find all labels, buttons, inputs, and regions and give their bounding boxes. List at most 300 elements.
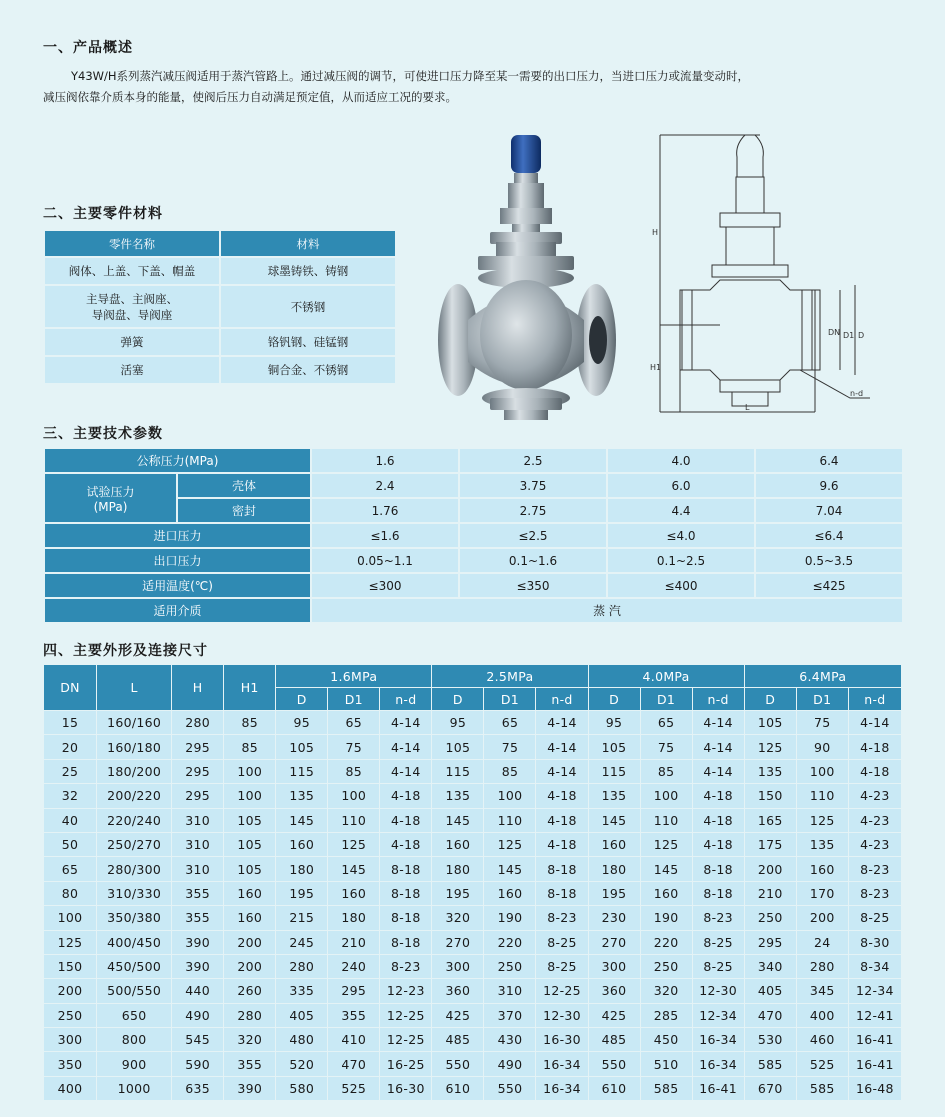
table-cell: 12-25: [380, 1003, 432, 1027]
table-cell: 8-25: [848, 906, 901, 930]
table-cell: 390: [172, 930, 224, 954]
table-cell: 105: [224, 808, 276, 832]
table-cell: 105: [744, 711, 796, 735]
table-cell: 145: [432, 808, 484, 832]
table-cell: 335: [276, 979, 328, 1003]
table-row: [44, 1076, 902, 1100]
table-cell: 195: [432, 881, 484, 905]
table-cell: 190: [484, 906, 536, 930]
tech-value: 4.0: [607, 448, 755, 473]
table-cell: 100: [44, 906, 97, 930]
tech-value: ≤2.5: [459, 523, 607, 548]
tech-label-medium: 适用介质: [44, 598, 311, 623]
table-cell: 4-14: [848, 711, 901, 735]
table-cell: 125: [484, 832, 536, 856]
table-cell: 270: [588, 930, 640, 954]
table-cell: 295: [172, 759, 224, 783]
table-cell: 12-25: [380, 1028, 432, 1052]
table-cell: 550: [588, 1052, 640, 1076]
table-cell: 250: [44, 1003, 97, 1027]
dims-sub-header: n-d: [380, 688, 432, 711]
tech-value: ≤400: [607, 573, 755, 598]
tech-value: 0.1~1.6: [459, 548, 607, 573]
dims-group-header: 4.0MPa: [588, 665, 744, 688]
table-cell: 220: [640, 930, 692, 954]
table-row: [44, 808, 902, 832]
table-cell: 135: [432, 784, 484, 808]
dims-header-l: L: [97, 665, 172, 711]
table-cell: 460: [796, 1028, 848, 1052]
materials-material-cell: 铜合金、不锈钢: [220, 356, 396, 384]
table-cell: 105: [224, 832, 276, 856]
dims-sub-header: D: [588, 688, 640, 711]
table-cell: 4-14: [692, 735, 744, 759]
table-cell: 390: [224, 1076, 276, 1100]
table-cell: 105: [588, 735, 640, 759]
table-cell: 12-30: [536, 1003, 588, 1027]
table-cell: 310: [172, 832, 224, 856]
tech-value-medium: 蒸 汽: [311, 598, 903, 623]
overview-line-1: Y43W/H系列蒸汽减压阀适用于蒸汽管路上。通过减压阀的调节，可使进口压力降至某一需要的出口压力，当进口压力或流量变动时，: [71, 69, 750, 83]
table-cell: 250: [744, 906, 796, 930]
tech-label-outlet: 出口压力: [44, 548, 311, 573]
dims-header-h1: H1: [224, 665, 276, 711]
table-cell: 310: [172, 857, 224, 881]
table-cell: 16-30: [380, 1076, 432, 1100]
table-cell: 610: [432, 1076, 484, 1100]
materials-part-text: 主导盘、主阀座、 导阀盘、导阀座: [86, 291, 178, 322]
table-cell: 280: [224, 1003, 276, 1027]
table-cell: 400/450: [97, 930, 172, 954]
table-cell: 545: [172, 1028, 224, 1052]
drawing-label-DN: DN: [828, 328, 841, 337]
table-row: [44, 881, 902, 905]
table-cell: 16-34: [536, 1076, 588, 1100]
table-cell: 800: [97, 1028, 172, 1052]
materials-table: [43, 229, 397, 385]
table-cell: 75: [640, 735, 692, 759]
dims-sub-header: D1: [328, 688, 380, 711]
table-cell: 230: [588, 906, 640, 930]
table-cell: 135: [796, 832, 848, 856]
table-cell: 8-18: [692, 857, 744, 881]
table-cell: 425: [588, 1003, 640, 1027]
table-cell: 100: [224, 784, 276, 808]
materials-part-cell: 弹簧: [44, 328, 220, 356]
table-cell: 4-14: [692, 759, 744, 783]
table-cell: 160/180: [97, 735, 172, 759]
table-cell: 32: [44, 784, 97, 808]
table-cell: 150: [744, 784, 796, 808]
table-cell: 145: [588, 808, 640, 832]
table-cell: 8-23: [380, 954, 432, 978]
dimensions-table: [43, 664, 902, 1101]
drawing-label-L: L: [745, 403, 750, 412]
table-cell: 4-14: [380, 711, 432, 735]
table-cell: 8-23: [692, 906, 744, 930]
table-cell: 105: [276, 735, 328, 759]
materials-material-cell: 不锈钢: [220, 285, 396, 328]
dims-sub-header: D: [276, 688, 328, 711]
dims-sub-header: n-d: [692, 688, 744, 711]
table-cell: 510: [640, 1052, 692, 1076]
table-cell: 115: [276, 759, 328, 783]
table-cell: 16-41: [848, 1052, 901, 1076]
dims-group-header: 2.5MPa: [432, 665, 588, 688]
table-row: [44, 1052, 902, 1076]
table-cell: 50: [44, 832, 97, 856]
tech-value: ≤300: [311, 573, 459, 598]
table-cell: 470: [328, 1052, 380, 1076]
table-cell: 350: [44, 1052, 97, 1076]
table-cell: 180: [276, 857, 328, 881]
tech-params-table: [43, 447, 904, 624]
table-cell: 110: [796, 784, 848, 808]
dims-sub-header: D: [432, 688, 484, 711]
table-cell: 165: [744, 808, 796, 832]
table-cell: 450/500: [97, 954, 172, 978]
table-cell: 220: [484, 930, 536, 954]
table-cell: 125: [744, 735, 796, 759]
tech-value: ≤425: [755, 573, 903, 598]
table-cell: 650: [97, 1003, 172, 1027]
table-cell: 12-41: [848, 1003, 901, 1027]
tech-value: 2.5: [459, 448, 607, 473]
table-cell: 180: [588, 857, 640, 881]
table-cell: 405: [276, 1003, 328, 1027]
table-cell: 360: [588, 979, 640, 1003]
table-cell: 400: [44, 1076, 97, 1100]
section-title-overview: 一、产品概述: [43, 40, 133, 56]
table-cell: 16-48: [848, 1076, 901, 1100]
tech-value: ≤350: [459, 573, 607, 598]
table-cell: 320: [640, 979, 692, 1003]
table-cell: 12-34: [692, 1003, 744, 1027]
table-cell: 160: [328, 881, 380, 905]
table-cell: 4-18: [848, 759, 901, 783]
table-cell: 125: [796, 808, 848, 832]
table-cell: 12-30: [692, 979, 744, 1003]
table-row: [44, 711, 902, 735]
table-cell: 100: [484, 784, 536, 808]
table-cell: 295: [328, 979, 380, 1003]
table-cell: 4-18: [380, 832, 432, 856]
table-row: [44, 1028, 902, 1052]
table-cell: 125: [328, 832, 380, 856]
materials-part-cell: [44, 285, 220, 328]
table-cell: 500/550: [97, 979, 172, 1003]
table-cell: 125: [640, 832, 692, 856]
table-cell: 85: [224, 735, 276, 759]
table-cell: 85: [640, 759, 692, 783]
table-cell: 4-14: [536, 735, 588, 759]
table-cell: 80: [44, 881, 97, 905]
table-cell: 110: [328, 808, 380, 832]
table-cell: 340: [744, 954, 796, 978]
table-cell: 550: [484, 1076, 536, 1100]
table-cell: 16-34: [536, 1052, 588, 1076]
table-cell: 8-23: [848, 857, 901, 881]
table-cell: 250: [640, 954, 692, 978]
drawing-label-H1: H1: [650, 363, 662, 372]
materials-material-cell: 球墨铸铁、铸钢: [220, 257, 396, 285]
valve-section-drawing: [650, 130, 875, 420]
materials-header-part: 零件名称: [44, 230, 220, 257]
table-cell: 135: [276, 784, 328, 808]
tech-value: 6.4: [755, 448, 903, 473]
table-cell: 12-25: [536, 979, 588, 1003]
table-row: [44, 857, 902, 881]
table-cell: 75: [796, 711, 848, 735]
table-cell: 525: [328, 1076, 380, 1100]
table-cell: 200: [744, 857, 796, 881]
table-cell: 355: [172, 906, 224, 930]
table-row: [44, 735, 902, 759]
table-cell: 4-18: [536, 808, 588, 832]
table-cell: 400: [796, 1003, 848, 1027]
drawing-label-D: D: [858, 331, 865, 340]
table-row: [44, 832, 902, 856]
table-cell: 8-23: [848, 881, 901, 905]
table-cell: 200: [44, 979, 97, 1003]
table-row: [44, 906, 902, 930]
table-cell: 65: [328, 711, 380, 735]
table-cell: 8-25: [536, 930, 588, 954]
tech-value: ≤1.6: [311, 523, 459, 548]
table-cell: 160: [796, 857, 848, 881]
table-cell: 485: [588, 1028, 640, 1052]
table-cell: 250: [484, 954, 536, 978]
table-cell: 280: [796, 954, 848, 978]
table-row: [44, 954, 902, 978]
table-cell: 180: [328, 906, 380, 930]
table-cell: 180/200: [97, 759, 172, 783]
table-cell: 430: [484, 1028, 536, 1052]
table-cell: 4-18: [536, 832, 588, 856]
dims-header-h: H: [172, 665, 224, 711]
table-cell: 40: [44, 808, 97, 832]
drawing-label-D1: D1: [843, 331, 855, 340]
table-cell: 300: [588, 954, 640, 978]
table-cell: 355: [172, 881, 224, 905]
table-cell: 16-41: [692, 1076, 744, 1100]
table-row: [44, 930, 902, 954]
table-cell: 390: [172, 954, 224, 978]
table-cell: 585: [640, 1076, 692, 1100]
table-cell: 95: [276, 711, 328, 735]
table-cell: 260: [224, 979, 276, 1003]
table-row: [44, 1003, 902, 1027]
tech-label-shell: 壳体: [177, 473, 311, 498]
table-cell: 270: [432, 930, 484, 954]
tech-label-test: [44, 473, 177, 523]
table-cell: 405: [744, 979, 796, 1003]
table-cell: 300: [44, 1028, 97, 1052]
table-cell: 190: [640, 906, 692, 930]
table-cell: 16-41: [848, 1028, 901, 1052]
tech-label-inlet: 进口压力: [44, 523, 311, 548]
table-cell: 85: [484, 759, 536, 783]
table-cell: 585: [744, 1052, 796, 1076]
table-cell: 15: [44, 711, 97, 735]
table-cell: 610: [588, 1076, 640, 1100]
table-cell: 8-30: [848, 930, 901, 954]
dimensions-table-body: [44, 711, 902, 1101]
table-cell: 240: [328, 954, 380, 978]
table-cell: 210: [744, 881, 796, 905]
table-cell: 245: [276, 930, 328, 954]
table-cell: 145: [328, 857, 380, 881]
table-cell: 160: [224, 881, 276, 905]
table-cell: 355: [224, 1052, 276, 1076]
table-cell: 410: [328, 1028, 380, 1052]
table-cell: 210: [328, 930, 380, 954]
table-cell: 8-25: [692, 930, 744, 954]
table-cell: 100: [796, 759, 848, 783]
table-cell: 25: [44, 759, 97, 783]
table-cell: 4-23: [848, 832, 901, 856]
tech-value: 0.05~1.1: [311, 548, 459, 573]
table-cell: 8-25: [692, 954, 744, 978]
table-cell: 16-30: [536, 1028, 588, 1052]
tech-value: 6.0: [607, 473, 755, 498]
table-cell: 8-18: [536, 881, 588, 905]
table-cell: 280/300: [97, 857, 172, 881]
table-cell: 4-14: [536, 711, 588, 735]
materials-part-cell: 阀体、上盖、下盖、帽盖: [44, 257, 220, 285]
table-cell: 4-18: [692, 784, 744, 808]
table-cell: 150: [44, 954, 97, 978]
table-cell: 75: [484, 735, 536, 759]
table-cell: 320: [224, 1028, 276, 1052]
table-cell: 160: [484, 881, 536, 905]
table-cell: 195: [588, 881, 640, 905]
table-cell: 4-18: [848, 735, 901, 759]
tech-value: 1.76: [311, 498, 459, 523]
dims-sub-header: D1: [640, 688, 692, 711]
table-cell: 12-34: [848, 979, 901, 1003]
table-cell: 115: [432, 759, 484, 783]
tech-value: 3.75: [459, 473, 607, 498]
tech-value: 2.75: [459, 498, 607, 523]
table-cell: 4-14: [692, 711, 744, 735]
table-cell: 12-23: [380, 979, 432, 1003]
table-cell: 490: [172, 1003, 224, 1027]
table-row: [44, 784, 902, 808]
overview-text: [43, 66, 923, 108]
table-cell: 115: [588, 759, 640, 783]
table-cell: 8-18: [380, 857, 432, 881]
table-cell: 310/330: [97, 881, 172, 905]
table-cell: 160: [224, 906, 276, 930]
table-cell: 530: [744, 1028, 796, 1052]
table-cell: 280: [172, 711, 224, 735]
table-cell: 16-34: [692, 1028, 744, 1052]
table-cell: 8-18: [380, 906, 432, 930]
table-cell: 525: [796, 1052, 848, 1076]
tech-value: 0.5~3.5: [755, 548, 903, 573]
table-cell: 160/160: [97, 711, 172, 735]
table-cell: 110: [484, 808, 536, 832]
dims-sub-header: D1: [484, 688, 536, 711]
table-cell: 485: [432, 1028, 484, 1052]
table-cell: 95: [432, 711, 484, 735]
table-cell: 145: [484, 857, 536, 881]
tech-value: 2.4: [311, 473, 459, 498]
tech-label-temp: 适用温度(℃): [44, 573, 311, 598]
table-cell: 85: [328, 759, 380, 783]
table-cell: 160: [432, 832, 484, 856]
table-cell: 4-23: [848, 808, 901, 832]
table-cell: 4-23: [848, 784, 901, 808]
table-cell: 65: [484, 711, 536, 735]
table-cell: 8-18: [692, 881, 744, 905]
table-cell: 90: [796, 735, 848, 759]
table-cell: 440: [172, 979, 224, 1003]
dims-sub-header: D1: [796, 688, 848, 711]
table-cell: 135: [744, 759, 796, 783]
table-cell: 145: [276, 808, 328, 832]
table-cell: 85: [224, 711, 276, 735]
dims-group-header: 6.4MPa: [744, 665, 901, 688]
table-cell: 320: [432, 906, 484, 930]
table-cell: 100: [224, 759, 276, 783]
table-cell: 200: [224, 930, 276, 954]
table-cell: 75: [328, 735, 380, 759]
table-cell: 300: [432, 954, 484, 978]
table-cell: 200: [796, 906, 848, 930]
table-cell: 195: [276, 881, 328, 905]
table-cell: 4-18: [536, 784, 588, 808]
table-cell: 125: [44, 930, 97, 954]
table-cell: 8-18: [536, 857, 588, 881]
overview-line-2: 减压阀依靠介质本身的能量，使阀后压力自动满足预定值，从而适应工况的要求。: [43, 90, 457, 104]
materials-material-cell: 铬钒钢、硅锰钢: [220, 328, 396, 356]
section-title-tech: 三、主要技术参数: [43, 426, 163, 442]
tech-label-test-text: 试验压力 (MPa): [86, 484, 135, 514]
table-cell: 200/220: [97, 784, 172, 808]
table-cell: 355: [328, 1003, 380, 1027]
section-title-materials: 二、主要零件材料: [43, 206, 163, 222]
table-row: [44, 759, 902, 783]
table-cell: 4-18: [692, 808, 744, 832]
table-cell: 450: [640, 1028, 692, 1052]
table-cell: 900: [97, 1052, 172, 1076]
section-title-dims: 四、主要外形及连接尺寸: [43, 643, 208, 659]
table-cell: 295: [172, 784, 224, 808]
table-cell: 550: [432, 1052, 484, 1076]
table-cell: 160: [276, 832, 328, 856]
table-cell: 585: [796, 1076, 848, 1100]
table-cell: 145: [640, 857, 692, 881]
table-cell: 295: [172, 735, 224, 759]
table-cell: 310: [484, 979, 536, 1003]
table-cell: 105: [432, 735, 484, 759]
tech-value: 7.04: [755, 498, 903, 523]
table-cell: 1000: [97, 1076, 172, 1100]
table-cell: 8-18: [380, 930, 432, 954]
tech-value: 0.1~2.5: [607, 548, 755, 573]
table-cell: 4-14: [380, 759, 432, 783]
materials-header-material: 材料: [220, 230, 396, 257]
table-cell: 95: [588, 711, 640, 735]
table-cell: 175: [744, 832, 796, 856]
table-cell: 170: [796, 881, 848, 905]
table-cell: 350/380: [97, 906, 172, 930]
table-cell: 310: [172, 808, 224, 832]
table-cell: 580: [276, 1076, 328, 1100]
table-cell: 520: [276, 1052, 328, 1076]
